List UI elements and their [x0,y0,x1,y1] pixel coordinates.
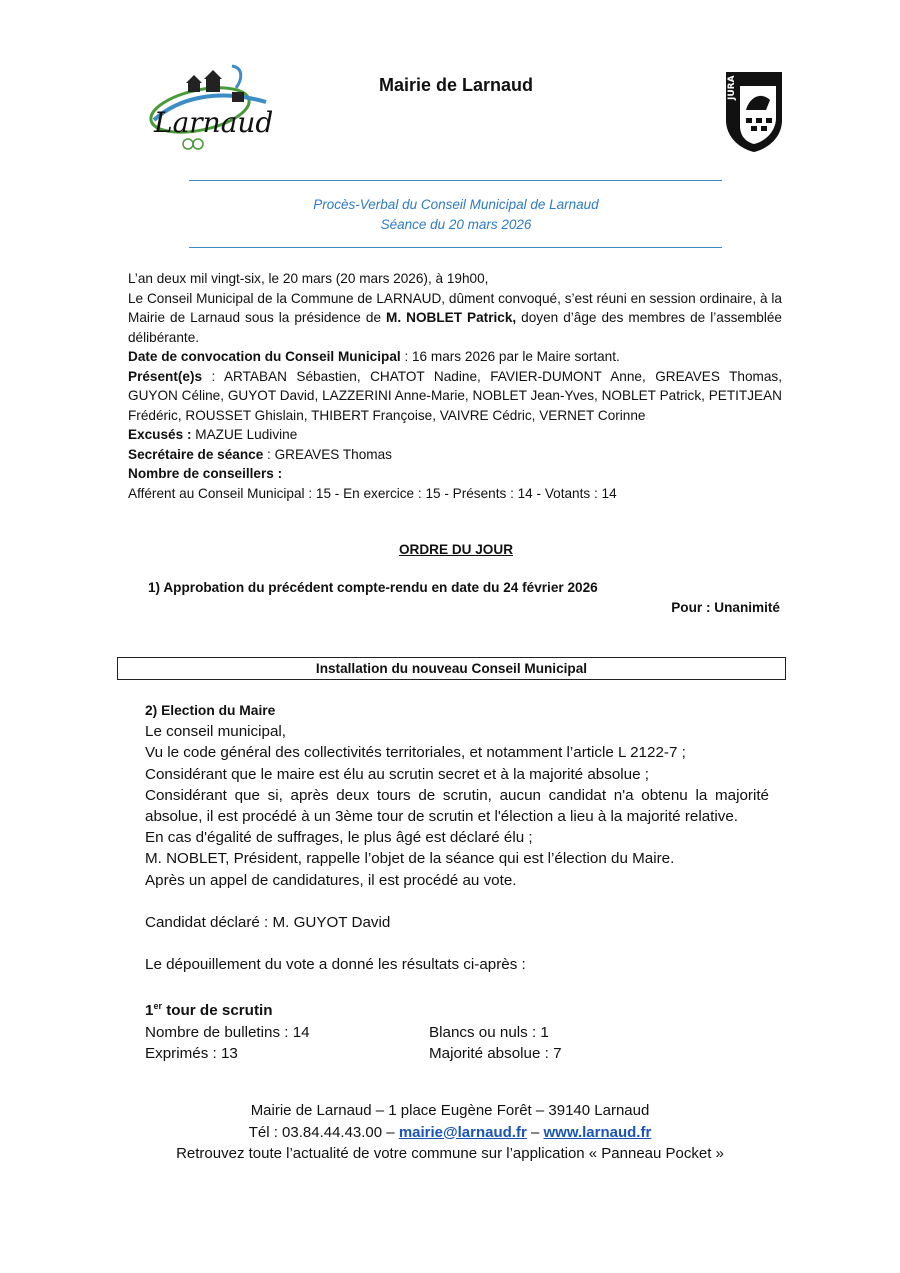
agenda-item-1: 1) Approbation du précédent compte-rendu en date du 24 février 2026 [148,580,598,595]
secretaire-line: Secrétaire de séance : GREAVES Thomas [128,446,392,462]
blancs-value: Blancs ou nuls : 1 [429,1023,549,1041]
election-line: En cas d'égalité de suffrages, le plus âgé est déclaré élu ; [145,829,533,847]
election-line: M. NOBLET, Président, rappelle l’objet de la séance qui est l’élection du Maire. [145,850,675,868]
candidat-line: Candidat déclaré : M. GUYOT David [145,913,391,931]
footer-contact: Tél : 03.84.44.43.00 – mairie@larnaud.fr – www.larnaud.fr [248,1123,652,1141]
page-title: Mairie de Larnaud [378,75,534,95]
intro-paragraph: Le Conseil Municipal de la Commune de LARNAUD, dûment convoqué, s’est réuni en session ordinaire, à la Mairie de Larnaud sous la présidence de M. NOBLET Patrick, doyen d’âge des membres de l’assemblée délibérante. [128,290,782,345]
divider [189,247,722,248]
results-grid [145,1022,769,1064]
depouillement-line: Le dépouillement du vote a donné les résultats ci-après : [145,956,526,974]
svg-text:JURA: JURA [727,75,737,100]
president-name: M. NOBLET Patrick, [386,310,517,325]
pv-title: Procès-Verbal du Conseil Municipal de Larnaud [313,197,599,212]
divider [189,180,722,181]
footer-app: Retrouvez toute l’actualité de votre commune sur l’application « Panneau Pocket » [176,1145,724,1162]
larnaud-logo [148,58,272,154]
intro-block [128,269,782,503]
website-link[interactable]: www.larnaud.fr [543,1123,652,1141]
counts-line: Afférent au Conseil Municipal : 15 - En exercice : 15 - Présents : 14 - Votants : 14 [128,485,617,501]
bulletins-value: Nombre de bulletins : 14 [145,1023,310,1041]
section-box: Installation du nouveau Conseil Municipal [117,657,786,680]
agenda-title: ORDRE DU JOUR [398,542,514,557]
exprimes-value: Exprimés : 13 [145,1044,238,1062]
intro-line: L’an deux mil vingt-six, le 20 mars (20 mars 2026), à 19h00, [128,271,489,286]
tour-title: 1er tour de scrutin [145,1001,273,1020]
election-line: Après un appel de candidatures, il est procédé au vote. [145,871,517,889]
majorite-value: Majorité absolue : 7 [429,1044,562,1062]
excuses-line: Excusés : MAZUE Ludivine [128,427,298,442]
footer-address: Mairie de Larnaud – 1 place Eugène Forêt – 39140 Larnaud [250,1102,650,1119]
election-heading: 2) Election du Maire [145,703,276,718]
election-line: Vu le code général des collectivités territoriales, et notamment l’article L 2122-7 ; [145,744,686,762]
convocation-line: Date de convocation du Conseil Municipal : 16 mars 2026 par le Maire sortant. [128,349,620,364]
footer [0,1100,900,1165]
election-section [145,700,769,1064]
svg-text:Larnaud: Larnaud [154,106,272,139]
nombre-label: Nombre de conseillers : [128,466,283,481]
election-line: Le conseil municipal, [145,723,286,741]
pv-session: Séance du 20 mars 2026 [380,217,532,232]
presents-line: Présent(e)s : ARTABAN Sébastien, CHATOT Nadine, FAVIER-DUMONT Anne, GREAVES Thomas, GUYON Céline, GUYOT David, LAZZERINI Anne-Marie, NOBLET Jean-Yves, NOBLET Patrick, PETITJEAN Frédéric, ROUSSET Ghislain, THIBERT Françoise, VAIVRE Cédric, VERNET Corinne [128,368,782,423]
email-link[interactable]: mairie@larnaud.fr [398,1123,527,1141]
election-line: Considérant que le maire est élu au scrutin secret et à la majorité absolue ; [145,765,649,783]
agenda-item-1-result: Pour : Unanimité [671,600,780,615]
jura-crest [724,70,784,154]
election-line: Considérant que si, après deux tours de scrutin, aucun candidat n'a obtenu la majorité absolue, il est procédé à un 3ème tour de scrutin et l'élection a lieu à la majorité relative. [145,786,769,826]
